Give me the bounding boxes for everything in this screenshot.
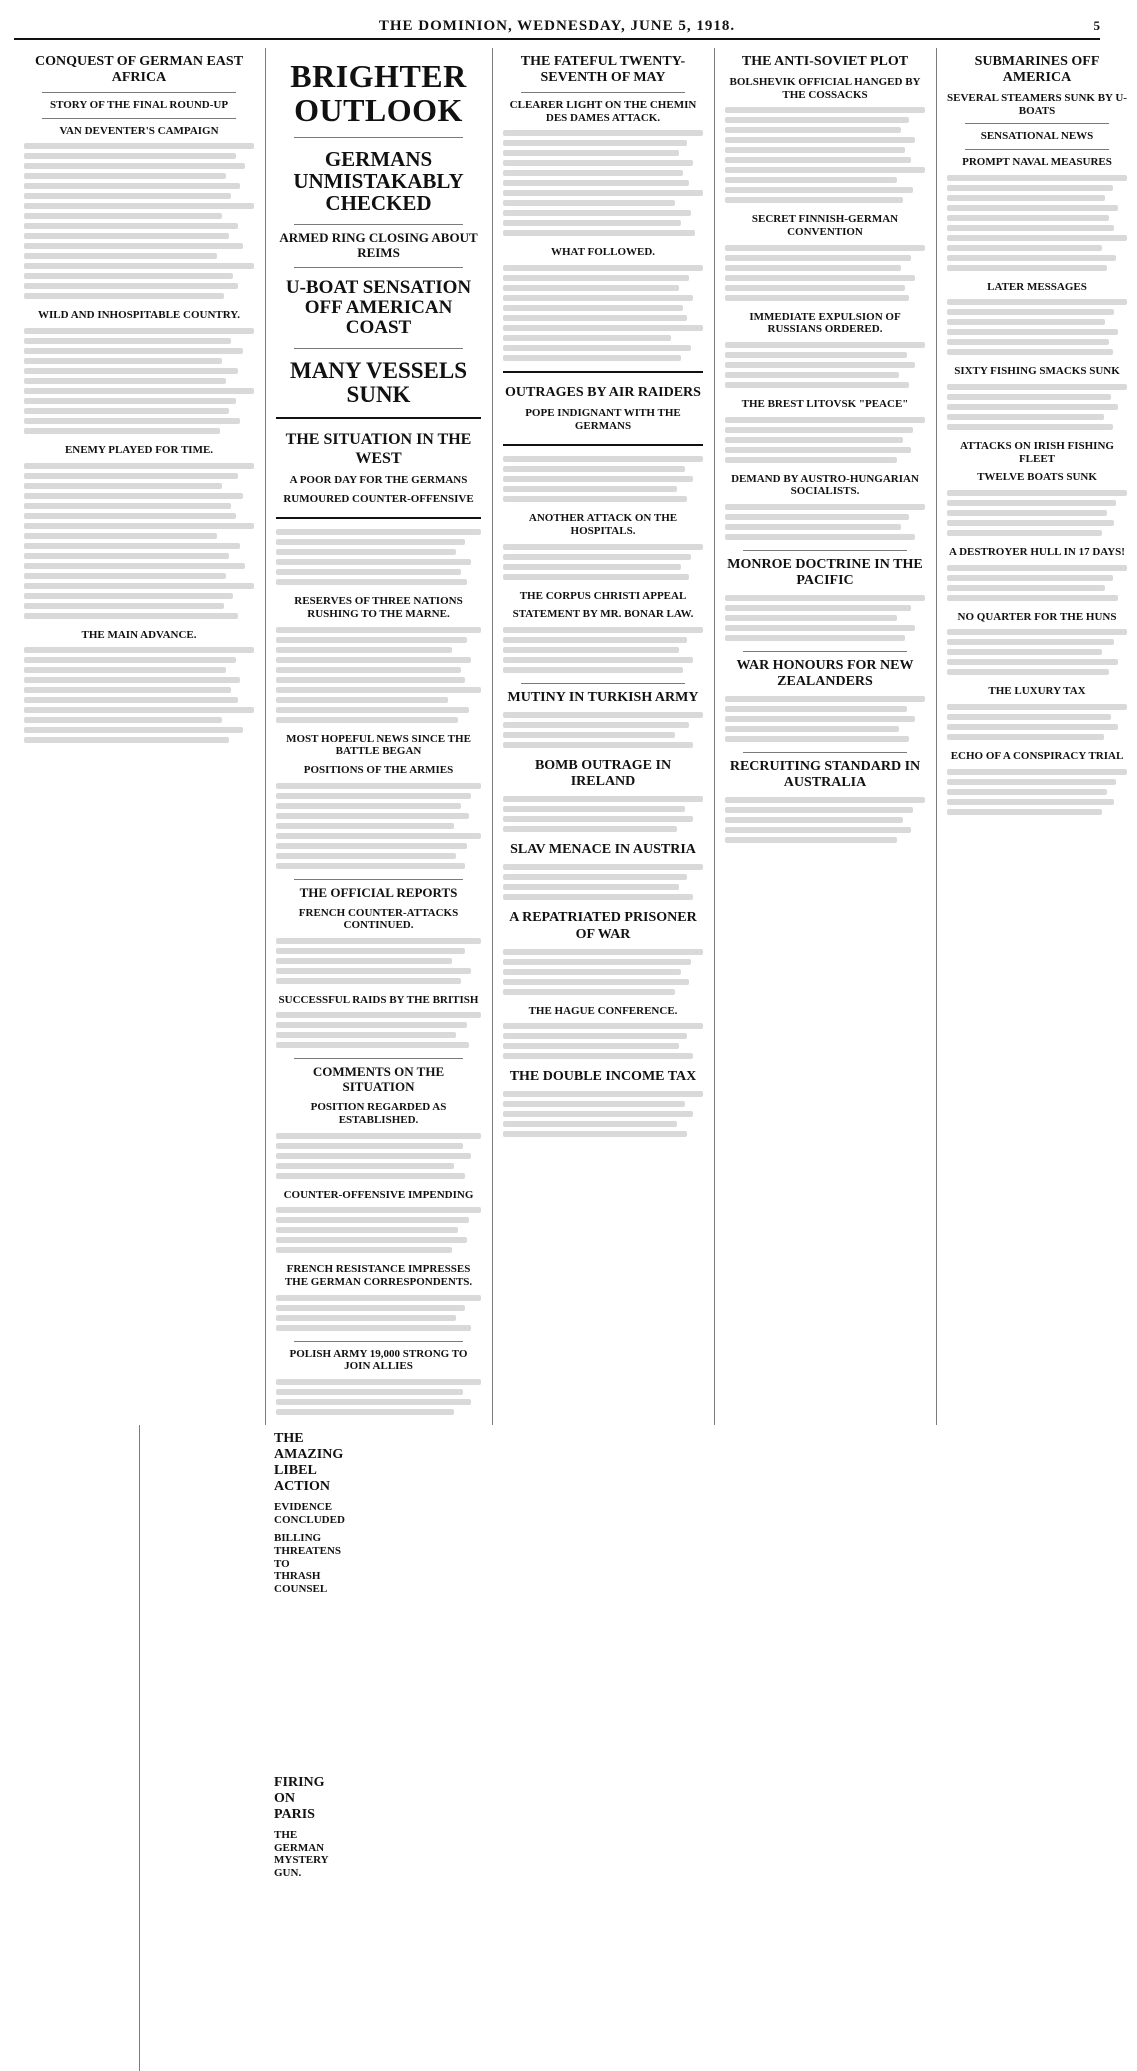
text-block (503, 864, 703, 900)
headline: A REPATRIATED PRISONER OF WAR (509, 910, 697, 942)
masthead-title: THE DOMINION, WEDNESDAY, JUNE 5, 1918. (378, 18, 736, 34)
text-block (725, 797, 925, 843)
page-number: 5 (1093, 18, 1100, 33)
subheadline: FRENCH RESISTANCE IMPRESSES THE GERMAN CORRESPONDENTS. (284, 1263, 473, 1288)
subheadline: VAN DEVENTER'S CAMPAIGN (59, 124, 219, 137)
divider (521, 683, 685, 684)
subheadline: POPE INDIGNANT WITH THE GERMANS (525, 407, 681, 432)
column-6: THE AMAZING LIBEL ACTION EVIDENCE CONCLUDED BILLING THREATENS TO THRASH COUNSEL FIRING ON PARIS THE GERMAN MYSTERY GUN. (274, 1430, 345, 1879)
subheadline: BOLSHEVIK OFFICIAL HANGED BY THE COSSACKS (729, 76, 921, 101)
headline: MONROE DOCTRINE IN THE PACIFIC (727, 556, 923, 588)
text-block (725, 245, 925, 301)
subheadline: NO QUARTER FOR THE HUNS (957, 610, 1117, 623)
divider (294, 879, 463, 880)
subheadline: POSITION REGARDED AS ESTABLISHED. (310, 1101, 447, 1126)
subheadline: SIXTY FISHING SMACKS SUNK (954, 365, 1120, 378)
divider (294, 348, 463, 349)
divider (42, 92, 236, 93)
text-block (725, 595, 925, 641)
text-block (947, 299, 1127, 355)
text-block (503, 1023, 703, 1059)
headline: BRIGHTER OUTLOOK (290, 58, 467, 128)
text-block (276, 1207, 481, 1253)
text-block (276, 627, 481, 723)
subheadline: ENEMY PLAYED FOR TIME. (64, 444, 214, 457)
text-block (276, 529, 481, 585)
text-block (503, 544, 703, 580)
text-block (276, 1133, 481, 1179)
text-block (725, 504, 925, 540)
text-block (725, 696, 925, 742)
subheadline: TWELVE BOATS SUNK (977, 471, 1097, 484)
divider (294, 1341, 463, 1342)
text-block (947, 565, 1127, 601)
subheadline: THE MAIN ADVANCE. (81, 628, 197, 641)
subheadline: THE BREST LITOVSK "PEACE" (741, 397, 909, 410)
divider (521, 92, 685, 93)
text-block (24, 328, 254, 434)
headline: OUTRAGES BY AIR RAIDERS (505, 385, 701, 401)
subheadline: POLISH ARMY 19,000 STRONG TO JOIN ALLIES (289, 1347, 468, 1373)
text-block (503, 1091, 703, 1137)
headline: WAR HONOURS FOR NEW ZEALANDERS (736, 658, 914, 690)
text-block (947, 704, 1127, 740)
subheadline: FRENCH COUNTER-ATTACKS CONTINUED. (298, 906, 459, 932)
subheadline: WHAT FOLLOWED. (550, 246, 656, 259)
divider (294, 137, 463, 138)
divider (743, 651, 907, 652)
text-block (503, 796, 703, 832)
headline: U-BOAT SENSATION OFF AMERICAN COAST (285, 277, 472, 339)
headline: RECRUITING STANDARD IN AUSTRALIA (729, 759, 921, 791)
text-block (276, 1295, 481, 1331)
text-block (725, 342, 925, 388)
subheadline: SECRET FINNISH-GERMAN CONVENTION (751, 213, 899, 239)
column-rule (492, 48, 493, 1425)
divider (294, 224, 463, 225)
headline: SLAV MENACE IN AUSTRIA (510, 842, 696, 858)
text-block (947, 769, 1127, 815)
subheadline: CLEARER LIGHT ON THE CHEMIN DES DAMES ATTACK. (509, 99, 697, 124)
text-block (24, 463, 254, 619)
subheadline: ECHO OF A CONSPIRACY TRIAL (950, 749, 1124, 762)
subheadline: PROMPT NAVAL MEASURES (962, 156, 1112, 169)
text-block (276, 783, 481, 869)
column-4 (715, 48, 935, 1425)
headline: BOMB OUTRAGE IN IRELAND (534, 758, 672, 790)
headline: THE SITUATION IN THE WEST (285, 431, 472, 467)
text-block (24, 647, 254, 743)
column-5 (937, 48, 1137, 1425)
divider (294, 267, 463, 268)
subheadline: A DESTROYER HULL IN 17 DAYS! (949, 545, 1125, 558)
divider (42, 118, 236, 119)
subheadline: POSITIONS OF THE ARMIES (303, 763, 454, 776)
subheadline: THE CORPUS CHRISTI APPEAL (519, 589, 687, 602)
subheadline: DEMAND BY AUSTRO-HUNGARIAN SOCIALISTS. (731, 472, 919, 498)
text-block (276, 1012, 481, 1048)
headline: MUTINY IN TURKISH ARMY (507, 690, 699, 706)
subheadline: SEVERAL STEAMERS SUNK BY U-BOATS (947, 92, 1127, 117)
headline: THE DOUBLE INCOME TAX (509, 1069, 697, 1085)
subheadline: STORY OF THE FINAL ROUND-UP (49, 99, 229, 112)
text-block (503, 265, 703, 361)
subheadline: WILD AND INHOSPITABLE COUNTRY. (38, 309, 240, 322)
headline: SUBMARINES OFF AMERICA (974, 54, 1100, 86)
text-block (276, 938, 481, 984)
subheadline: THE LUXURY TAX (988, 685, 1086, 698)
subheadline: A POOR DAY FOR THE GERMANS (289, 474, 468, 487)
page-columns (14, 48, 1127, 1879)
text-block (503, 627, 703, 673)
subheadline: ANOTHER ATTACK ON THE HOSPITALS. (528, 512, 678, 538)
divider (743, 550, 907, 551)
headline: THE ANTI-SOVIET PLOT (741, 54, 909, 69)
subheadline: SUCCESSFUL RAIDS BY THE BRITISH (278, 993, 479, 1006)
divider (743, 752, 907, 753)
headline: THE OFFICIAL REPORTS (299, 884, 458, 900)
text-block (503, 712, 703, 748)
subheadline: COUNTER-OFFENSIVE IMPENDING (283, 1188, 474, 1201)
text-block (503, 949, 703, 995)
headline: CONQUEST OF GERMAN EAST AFRICA (34, 54, 244, 86)
divider (965, 123, 1109, 124)
subheadline: MOST HOPEFUL NEWS SINCE THE BATTLE BEGAN (286, 732, 471, 758)
text-block (947, 175, 1127, 271)
column-1 (14, 48, 264, 1425)
masthead (14, 18, 1100, 40)
text-block (503, 456, 703, 502)
subheadline: ATTACKS ON IRISH FISHING FLEET (960, 440, 1114, 465)
column-rule (714, 48, 715, 1425)
column-rule (265, 48, 266, 1425)
subheadline: THE HAGUE CONFERENCE. (528, 1004, 678, 1017)
text-block (276, 1379, 481, 1415)
column-2 (266, 48, 491, 1425)
text-block (947, 490, 1127, 536)
column-rule (139, 1425, 140, 2071)
text-block (24, 143, 254, 299)
headline: COMMENTS ON THE SITUATION (312, 1064, 445, 1095)
subheadline: SENSATIONAL NEWS (980, 130, 1094, 143)
column-3 (493, 48, 713, 1425)
divider (965, 149, 1109, 150)
column-rule (936, 48, 937, 1425)
headline: THE FATEFUL TWENTY-SEVENTH OF MAY (520, 54, 686, 86)
subheadline: RUMOURED COUNTER-OFFENSIVE (283, 492, 474, 505)
subheadline: RESERVES OF THREE NATIONS RUSHING TO THE MARNE. (294, 595, 463, 620)
subheadline: IMMEDIATE EXPULSION OF RUSSIANS ORDERED. (749, 310, 901, 336)
headline: GERMANS UNMISTAKABLY CHECKED (293, 147, 464, 216)
text-block (947, 384, 1127, 430)
section-box (276, 417, 481, 519)
subheadline: STATEMENT BY MR. BONAR LAW. (512, 608, 694, 621)
subheadline: LATER MESSAGES (987, 280, 1087, 293)
divider (294, 1058, 463, 1059)
headline: MANY VESSELS SUNK (289, 358, 468, 408)
text-block (947, 629, 1127, 675)
section-box (503, 371, 703, 446)
text-block (725, 107, 925, 203)
subheadline: ARMED RING CLOSING ABOUT REIMS (279, 230, 478, 261)
text-block (725, 417, 925, 463)
text-block (503, 130, 703, 236)
